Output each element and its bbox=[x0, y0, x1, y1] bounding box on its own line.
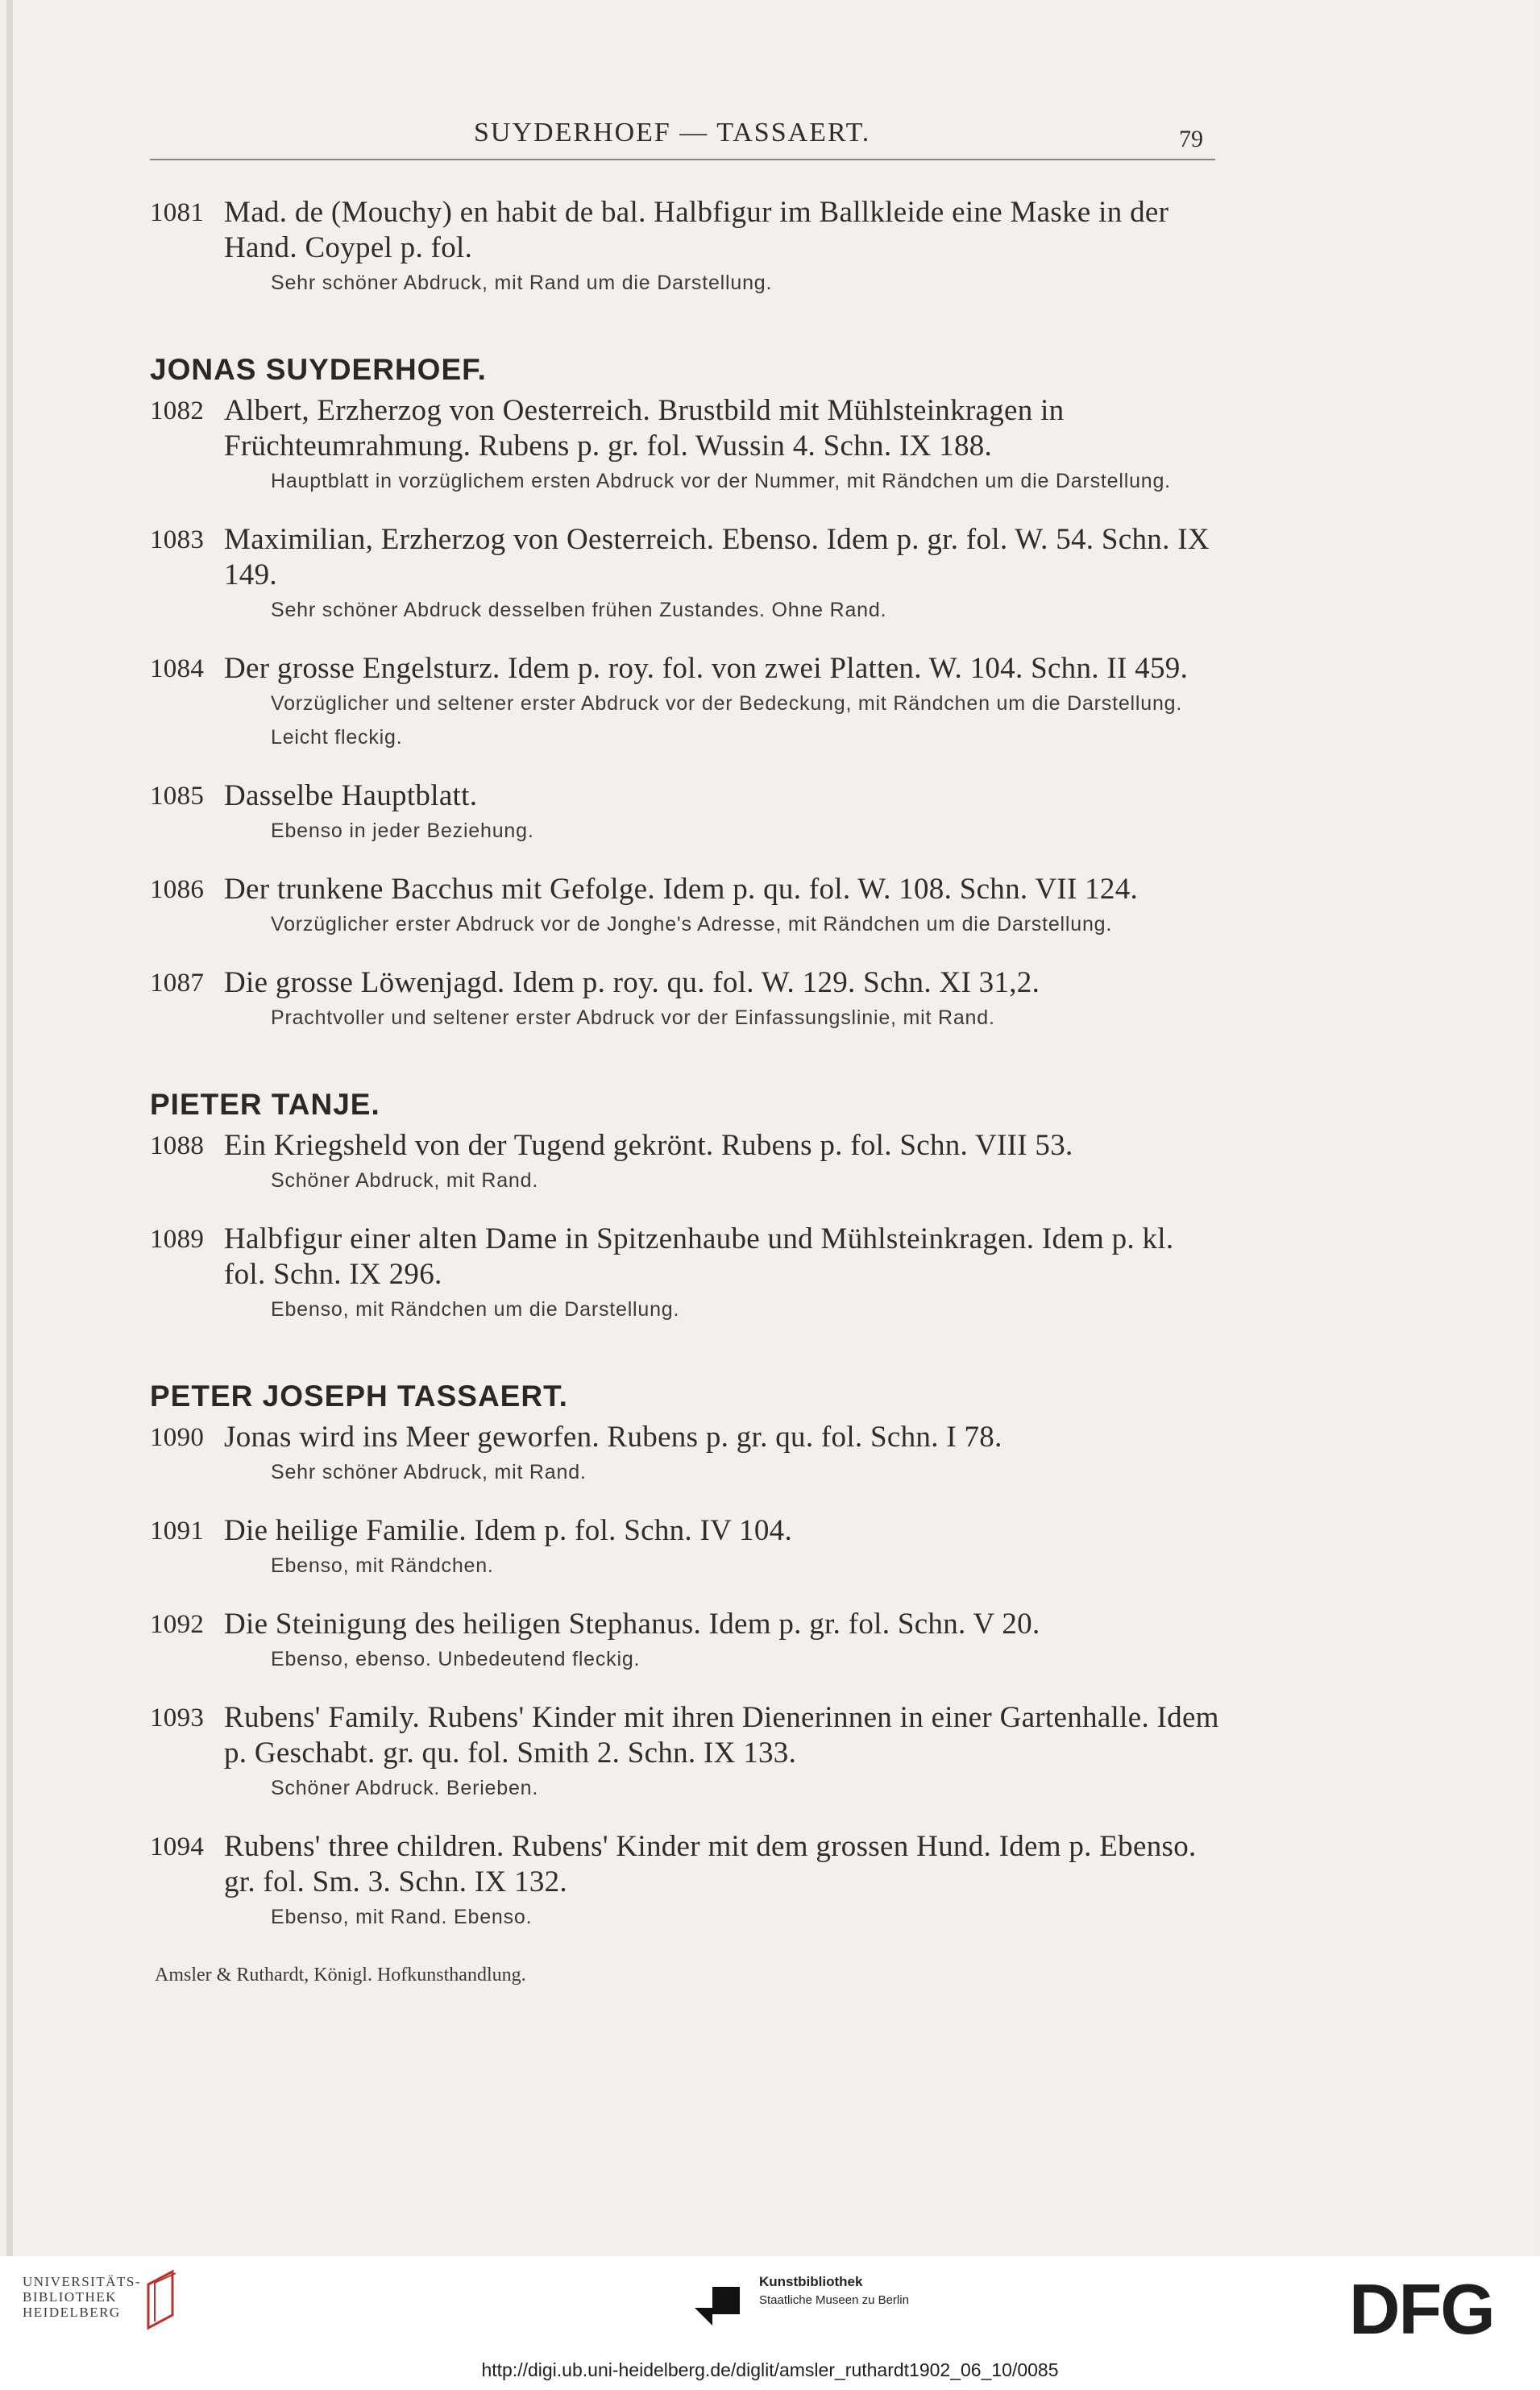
lot-number: 1088 bbox=[150, 1131, 205, 1160]
section-spacer bbox=[150, 1351, 1222, 1380]
page-edge-shadow bbox=[6, 0, 13, 2256]
condition-note: Schöner Abdruck. Berieben. bbox=[271, 1777, 539, 1799]
page-number: 79 bbox=[1179, 126, 1203, 152]
entry-title: Die grosse Löwenjagd. Idem p. roy. qu. fol. W. 129. Schn. XI 31,2. bbox=[224, 966, 1040, 999]
section-spacer bbox=[150, 324, 1222, 353]
entry-title: Halbfigur einer alten Dame in Spitzenhaube und Mühlsteinkragen. Idem p. kl. fol. Schn. IX 296. bbox=[224, 1222, 1174, 1291]
entry-title-line bbox=[150, 1222, 1222, 1293]
catalogue-entry bbox=[150, 778, 1222, 848]
catalogue-entry bbox=[150, 1222, 1222, 1326]
running-head: SUYDERHOEF — TASSAERT. bbox=[474, 118, 871, 147]
entry-title: Rubens' Family. Rubens' Kinder mit ihren Dienerinnen in einer Gartenhalle. Idem p. Geschabt. gr. qu. fol. Smith 2. Schn. IX 133. bbox=[224, 1701, 1219, 1770]
catalogue-entry bbox=[150, 965, 1222, 1035]
lot-number: 1085 bbox=[150, 782, 205, 811]
artist-heading: JONAS SUYDERHOEF. bbox=[150, 353, 487, 386]
condition-note: Ebenso, mit Rändchen um die Darstellung. bbox=[271, 1298, 680, 1321]
source-url-link[interactable]: http://digi.ub.uni-heidelberg.de/diglit/amsler_ruthardt1902_06_10/0085 bbox=[481, 2359, 1059, 2380]
catalogue-entry bbox=[150, 651, 1222, 754]
entry-title-line bbox=[150, 1128, 1222, 1164]
kunstbibliothek-logo[interactable] bbox=[759, 2274, 909, 2307]
entry-title-line bbox=[150, 522, 1222, 593]
lot-number: 1086 bbox=[150, 875, 205, 904]
kunstbibliothek-logo-icon bbox=[695, 2287, 743, 2326]
entry-title: Rubens' three children. Rubens' Kinder mit dem grossen Hund. Idem p. Ebenso. gr. fol. Sm. 3. Schn. IX 132. bbox=[224, 1830, 1197, 1898]
university-logo-line: BIBLIOTHEK bbox=[23, 2289, 117, 2305]
dfg-logo[interactable]: DFG bbox=[1349, 2269, 1494, 2349]
entry-title: Der trunkene Bacchus mit Gefolge. Idem p. qu. fol. W. 108. Schn. VII 124. bbox=[224, 873, 1139, 906]
lot-number: 1082 bbox=[150, 396, 205, 425]
entry-title: Maximilian, Erzherzog von Oesterreich. Ebenso. Idem p. gr. fol. W. 54. Schn. IX 149. bbox=[224, 523, 1210, 591]
condition-note: Hauptblatt in vorzüglichem ersten Abdruck vor der Nummer, mit Rändchen um die Darstellung. bbox=[271, 470, 1171, 492]
condition-note: Vorzüglicher und seltener erster Abdruck vor der Bedeckung, mit Rändchen um die Darstellung. Leicht fleckig. bbox=[271, 692, 1183, 749]
lot-number: 1089 bbox=[150, 1225, 205, 1254]
entry-title: Der grosse Engelsturz. Idem p. roy. fol. von zwei Platten. W. 104. Schn. II 459. bbox=[224, 652, 1189, 685]
lot-number: 1084 bbox=[150, 654, 205, 683]
entry-title-line bbox=[150, 1420, 1222, 1455]
condition-note: Sehr schöner Abdruck desselben frühen Zustandes. Ohne Rand. bbox=[271, 599, 887, 621]
lot-number: 1094 bbox=[150, 1832, 205, 1861]
entry-title-line bbox=[150, 1607, 1222, 1642]
university-library-logo[interactable] bbox=[23, 2274, 141, 2320]
lot-number: 1091 bbox=[150, 1517, 205, 1546]
entry-title-line bbox=[150, 1829, 1222, 1900]
kunstbibliothek-subtitle: Staatliche Museen zu Berlin bbox=[759, 2293, 909, 2307]
lot-number: 1090 bbox=[150, 1423, 205, 1452]
condition-note: Schöner Abdruck, mit Rand. bbox=[271, 1169, 539, 1192]
condition-note: Ebenso, ebenso. Unbedeutend fleckig. bbox=[271, 1648, 641, 1670]
condition-note: Sehr schöner Abdruck, mit Rand. bbox=[271, 1461, 587, 1483]
kunstbibliothek-name: Kunstbibliothek bbox=[759, 2274, 863, 2289]
entry-title: Mad. de (Mouchy) en habit de bal. Halbfigur im Ballkleide eine Maske in der Hand. Coypel p. fol. bbox=[224, 196, 1169, 264]
publisher-imprint: Amsler & Ruthardt, Königl. Hofkunsthandlung. bbox=[155, 1965, 526, 1985]
lot-number: 1093 bbox=[150, 1703, 205, 1732]
condition-note: Sehr schöner Abdruck, mit Rand um die Darstellung. bbox=[271, 272, 773, 294]
header-rule bbox=[150, 159, 1215, 160]
university-logo-line: HEIDELBERG bbox=[23, 2305, 121, 2320]
lot-number: 1081 bbox=[150, 198, 205, 227]
section-spacer bbox=[150, 1059, 1222, 1088]
entry-title-line bbox=[150, 965, 1222, 1001]
entry-title: Dasselbe Hauptblatt. bbox=[224, 779, 478, 812]
condition-note: Ebenso, mit Rändchen. bbox=[271, 1554, 494, 1577]
entry-title: Albert, Erzherzog von Oesterreich. Brustbild mit Mühlsteinkragen in Früchteumrahmung. Rubens p. gr. fol. Wussin 4. Schn. IX 188. bbox=[224, 394, 1065, 463]
artist-heading: PETER JOSEPH TASSAERT. bbox=[150, 1380, 568, 1413]
entry-title: Jonas wird ins Meer geworfen. Rubens p. gr. qu. fol. Schn. I 78. bbox=[224, 1421, 1002, 1454]
catalogue-page bbox=[6, 0, 1539, 2256]
catalogue-entry bbox=[150, 195, 1222, 300]
university-book-icon bbox=[143, 2268, 181, 2331]
lot-number: 1092 bbox=[150, 1610, 205, 1639]
catalogue-entry bbox=[150, 1829, 1222, 1934]
lot-number: 1087 bbox=[150, 969, 205, 998]
entry-title-line bbox=[150, 1513, 1222, 1549]
condition-note: Prachtvoller und seltener erster Abdruck vor der Einfassungslinie, mit Rand. bbox=[271, 1006, 995, 1029]
catalogue-entry bbox=[150, 1128, 1222, 1197]
catalogue-entry bbox=[150, 1700, 1222, 1805]
catalogue-entry bbox=[150, 872, 1222, 941]
entry-title-line bbox=[150, 872, 1222, 907]
entry-title-line bbox=[150, 651, 1222, 687]
entry-title-line bbox=[150, 778, 1222, 814]
catalogue-entry bbox=[150, 393, 1222, 498]
entry-title: Die heilige Familie. Idem p. fol. Schn. IV 104. bbox=[224, 1514, 792, 1547]
artist-heading: PIETER TANJE. bbox=[150, 1088, 380, 1121]
condition-note: Ebenso, mit Rand. Ebenso. bbox=[271, 1906, 533, 1928]
condition-note: Ebenso in jeder Beziehung. bbox=[271, 819, 534, 842]
entry-title-line bbox=[150, 195, 1222, 266]
entry-title-line bbox=[150, 393, 1222, 464]
catalogue-entry bbox=[150, 1607, 1222, 1676]
entry-title: Ein Kriegsheld von der Tugend gekrönt. Rubens p. fol. Schn. VIII 53. bbox=[224, 1129, 1073, 1162]
catalogue-content bbox=[150, 195, 1222, 1958]
university-logo-line: UNIVERSITÄTS- bbox=[23, 2274, 141, 2289]
condition-note: Vorzüglicher erster Abdruck vor de Jonghe's Adresse, mit Rändchen um die Darstellung. bbox=[271, 913, 1113, 936]
catalogue-entry bbox=[150, 1420, 1222, 1489]
catalogue-entry bbox=[150, 1513, 1222, 1583]
entry-title: Die Steinigung des heiligen Stephanus. Idem p. gr. fol. Schn. V 20. bbox=[224, 1608, 1040, 1641]
entry-title-line bbox=[150, 1700, 1222, 1771]
lot-number: 1083 bbox=[150, 525, 205, 554]
catalogue-entry bbox=[150, 522, 1222, 627]
